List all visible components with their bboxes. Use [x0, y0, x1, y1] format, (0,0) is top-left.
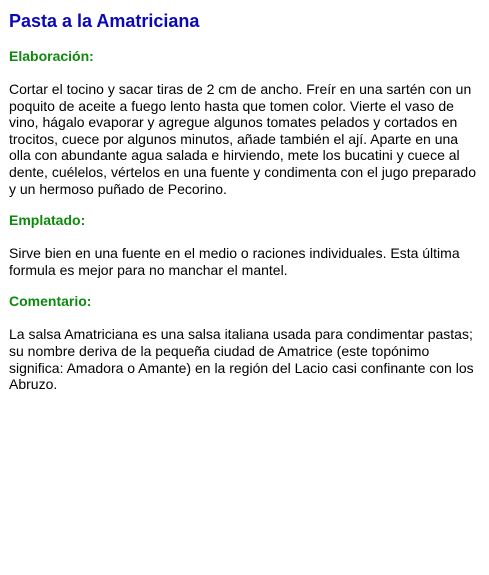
section-elaboracion: [9, 47, 479, 197]
section-heading-comentario: Comentario:: [9, 293, 92, 310]
section-text-elaboracion: Cortar el tocino y sacar tiras de 2 cm de ancho. Freír en una sartén con un poquito de aceite a fuego lento hasta que tomen color. Vierte el vaso de vino, hágalo evaporar y agregue algunos tomates pelados y cortados en trocitos, cuece por algunos minutos, añade también el ají. Aparte en una olla con abundante agua salada e hirviendo, mete los bucatini y cuece al dente, cuélelos, vértelos en una fuente y condimenta con el jugo preparado y un hermoso puñado de Pecorino.: [9, 81, 476, 197]
section-comentario: [9, 292, 479, 392]
section-heading-elaboracion: Elaboración:: [9, 48, 94, 64]
section-heading-emplatado: Emplatado:: [9, 212, 86, 229]
section-text-emplatado: Sirve bien en una fuente en el medio o raciones individuales. Esta última formula es mejor para no manchar el mantel.: [9, 245, 460, 278]
page-title: Pasta a la Amatriciana: [9, 11, 200, 31]
section-emplatado: [9, 211, 479, 278]
section-text-comentario: La salsa Amatriciana es una salsa italiana usada para condimentar pastas; su nombre deriva de la pequeña ciudad de Amatrice (este topónimo significa: Amadora o Amante) en la región del Lacio casi confinante con los Abruzo.: [9, 326, 474, 393]
recipe-page: [9, 9, 479, 393]
